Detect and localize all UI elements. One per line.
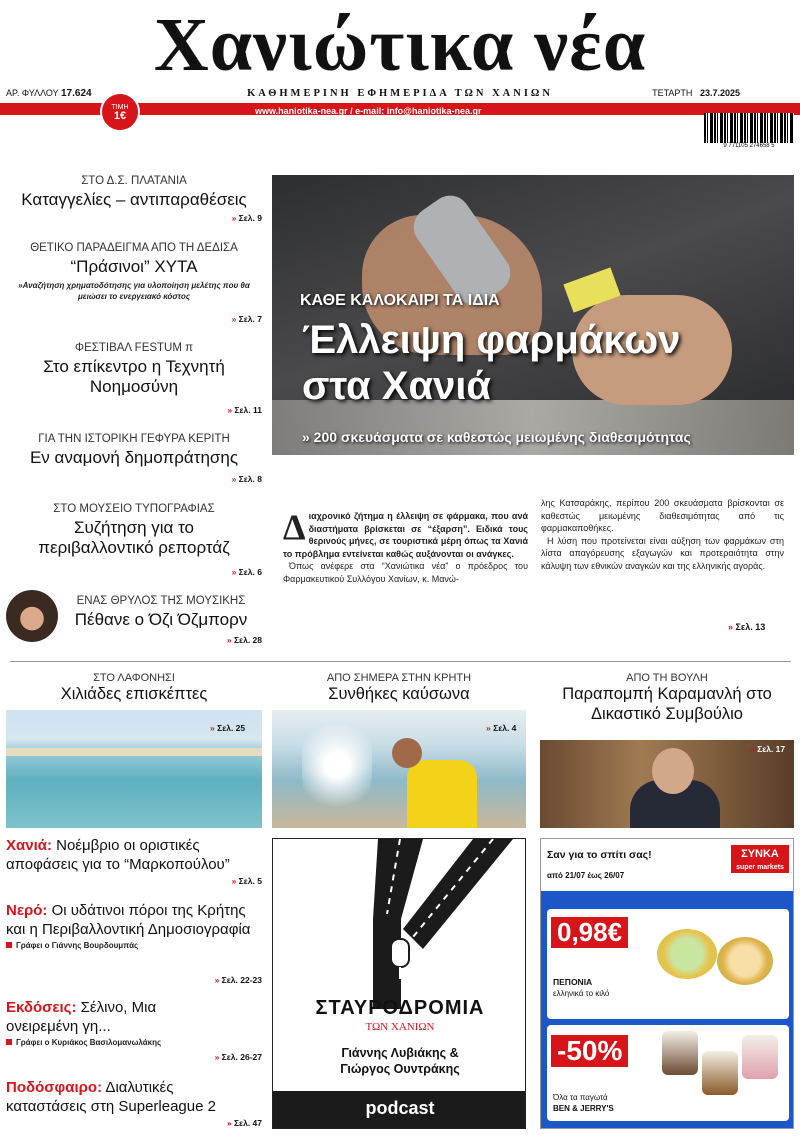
promo-dates: από 21/07 έως 26/07: [547, 871, 625, 880]
icecream-brand: BEN & JERRY'S: [553, 1104, 614, 1113]
podcast-subtitle: ΤΩΝ ΧΑΝΙΩΝ: [365, 1021, 435, 1033]
sidebar-headline: Πέθανε ο Όζι Όζμπορν: [74, 610, 248, 629]
icecream-tub: [742, 1035, 778, 1079]
page-ref: » Σελ. 6: [231, 567, 262, 577]
day: ΤΕΤΑΡΤΗ: [652, 88, 693, 98]
sidebar-item[interactable]: [6, 342, 262, 420]
page-ref[interactable]: » Σελ. 4: [486, 723, 517, 733]
page-ref: » Σελ. 28: [226, 635, 262, 645]
sidebar-item[interactable]: [6, 242, 262, 327]
melon-sub: ελληνικά το κιλό: [553, 989, 610, 998]
story-karamanlis[interactable]: [540, 672, 794, 724]
brief-item[interactable]: [6, 998, 262, 1066]
sidebar-headline: Συζήτηση για το περιβαλλοντικό ρεπορτάζ: [38, 518, 230, 557]
face: [652, 748, 694, 794]
page-ref: » Σελ. 9: [231, 213, 262, 223]
masthead-title: Χανιώτικα νέα: [153, 3, 647, 87]
price-badge: [100, 92, 140, 132]
sidebar-kicker: ΣΤΟ Δ.Σ. ΠΛΑΤΑΝΙΑ: [81, 175, 187, 187]
date-info: [652, 88, 740, 98]
promo-header: [541, 839, 794, 891]
melon-product: ΠΕΠΟΝΙΑ: [553, 977, 593, 987]
sidebar-item[interactable]: [6, 175, 262, 227]
lead-column-1: [283, 507, 528, 585]
byline: Γράφει ο Γιάννης Βουρδουμπάς: [6, 941, 262, 950]
sidebar-headline: Καταγγελίες – αντιπαραθέσεις: [21, 190, 247, 209]
story-headline: Παραπομπή Καραμανλή στο Δικαστικό Συμβούλιο: [562, 685, 772, 723]
lead-intro: ιαχρονικό ζήτημα η έλλειψη σε φάρμακα, που ανά διαστήματα βρίσκεται σε “έξαρση”. Ειδικά τους θερινούς μήνες, σε τουριστικά μέρη όπως τα Χανιά το πρόβλημα εντείνεται καθώς αυξάνονται οι ανάγκες.: [283, 511, 528, 559]
podcast-label: podcast: [273, 1091, 526, 1129]
brand-sub: super markets: [736, 864, 784, 871]
brand-name: ΣΥΝΚΑ: [741, 848, 779, 860]
page-ref: » Σελ. 26-27: [214, 1052, 262, 1062]
synka-logo: [731, 845, 789, 873]
lead-photo: [272, 175, 794, 455]
brief-item[interactable]: [6, 1078, 262, 1133]
man-shirt: [407, 760, 477, 828]
promo-card-melon[interactable]: [547, 909, 789, 1019]
sidebar-subhead: »Αναζήτηση χρηματοδότησης για υλοποίηση μελέτης που θα μειώσει το ενεργειακό κόστος: [18, 281, 250, 301]
page-ref: » Σελ. 11: [227, 405, 262, 415]
icecream-product: Όλα τα παγωτά: [553, 1093, 608, 1102]
discount-badge: -50%: [551, 1035, 628, 1067]
byline-marker: [6, 942, 12, 948]
water-splash: [302, 715, 372, 815]
sidebar-headline: “Πράσινοι” ΧΥΤΑ: [70, 257, 198, 276]
brief-text: Ποδόσφαιρο: Διαλυτικές καταστάσεις στη Superleague 2: [6, 1079, 216, 1115]
page-ref: » Σελ. 22-23: [214, 975, 262, 985]
lead-body: λης Κατσαράκης, περίπου 200 σκευάσματα βρίσκονται σε καθεστώς μειωμένης διαθεσιμότητας από τις φαρμακαποθήκες.: [541, 498, 784, 533]
brief-text: Εκδόσεις: Σέλινο, Μια ονειρεμένη γη...: [6, 999, 157, 1035]
issue-info: [6, 88, 92, 99]
page-ref: » Σελ. 8: [231, 474, 262, 484]
lead-body: Όπως ανέφερε στα “Χανιώτικα νέα” ο πρόεδρος του Φαρμακευτικού Συλλόγου Χανίων, κ. Μανώ-: [283, 561, 528, 584]
date: 23.7.2025: [699, 88, 740, 98]
sidebar-item[interactable]: [60, 595, 262, 650]
issue-label: ΑΡ. ΦΥΛΛΟΥ: [6, 88, 59, 98]
drop-cap: Δ: [283, 507, 306, 547]
brief-item[interactable]: [6, 901, 262, 989]
supermarket-ad[interactable]: [540, 838, 794, 1129]
melon-image: [657, 929, 717, 979]
lead-headline-line: στα Χανιά: [302, 364, 492, 408]
brief-item[interactable]: [6, 836, 262, 888]
page-ref: » Σελ. 5: [231, 876, 262, 886]
page-ref: » Σελ. 47: [226, 1118, 262, 1128]
story-heatwave[interactable]: [272, 672, 526, 704]
ozzy-photo: [6, 590, 58, 642]
podcast-title: ΣΤΑΥΡΟΔΡΟΜΙΑ: [315, 997, 485, 1019]
promo-card-icecream[interactable]: [547, 1025, 789, 1121]
crossroads-graphic: [273, 839, 526, 1009]
story-kicker: ΑΠΟ ΣΗΜΕΡΑ ΣΤΗΝ ΚΡΗΤΗ: [326, 672, 472, 684]
melon-image: [717, 937, 773, 985]
podcast-hosts: [273, 1045, 526, 1077]
brief-text: Νερό: Οι υδάτινοι πόροι της Κρήτης και η Περιβαλλοντική Δημοσιογραφία: [6, 902, 251, 938]
sidebar-kicker: ΘΕΤΙΚΟ ΠΑΡΑΔΕΙΓΜΑ ΑΠΟ ΤΗ ΔΕΔΙΣΑ: [30, 242, 238, 254]
lead-subhead: » 200 σκευάσματα σε καθεστώς μειωμένης διαθεσιμότητας: [302, 429, 691, 445]
sidebar-headline: Στο επίκεντρο η Τεχνητή Νοημοσύνη: [43, 357, 225, 396]
story-kicker: ΣΤΟ ΛΑΦΟΝΗΣΙ: [93, 672, 175, 684]
page-ref[interactable]: » Σελ. 17: [750, 744, 786, 754]
barcode-bars: [704, 113, 794, 143]
sidebar-item[interactable]: [6, 503, 262, 581]
sidebar-item[interactable]: [6, 433, 262, 488]
website-line[interactable]: www.haniotika-nea.gr / e-mail: info@haniotika-nea.gr: [255, 106, 482, 116]
sidebar-kicker: ΣΤΟ ΜΟΥΣΕΙΟ ΤΥΠΟΓΡΑΦΙΑΣ: [53, 503, 215, 515]
podcast-ad[interactable]: [272, 838, 526, 1129]
divider: [10, 661, 791, 662]
story-headline: Χιλιάδες επισκέπτες: [60, 685, 208, 703]
byline-marker: [6, 1039, 12, 1045]
podcast-host: Γιάννης Λυβιάκης &: [341, 1046, 459, 1060]
lead-kicker: ΚΑΘΕ ΚΑΛΟΚΑΙΡΙ ΤΑ ΙΔΙΑ: [300, 292, 500, 309]
lead-body: Η λύση που προτείνεται είναι αύξηση των φαρμάκων στη λίστα απαγόρευσης εξαγωγών και προτεραιότητα στην κάλυψη των εθνικών αναγκών και της ελληνικής αγοράς.: [541, 535, 784, 571]
page-ref[interactable]: » Σελ. 13: [728, 622, 766, 632]
page-ref: » Σελ. 7: [231, 314, 262, 324]
barcode-number: 9 771105 274658 5: [723, 143, 775, 149]
byline: Γράφει ο Κυριάκος Βασιλομανωλάκης: [6, 1038, 262, 1047]
sidebar-headline: Εν αναμονή δημοπράτησης: [29, 448, 239, 467]
story-headline: Συνθήκες καύσωνα: [328, 685, 470, 703]
page-ref[interactable]: » Σελ. 25: [210, 723, 246, 733]
barcode: [704, 113, 794, 153]
price-label: ΤΙΜΗ: [111, 104, 129, 111]
icecream-tub: [702, 1051, 738, 1095]
man-head: [392, 738, 422, 768]
lead-column-2: [541, 497, 784, 572]
melon-price: 0,98€: [551, 917, 628, 948]
sidebar-kicker: ΕΝΑΣ ΘΡΥΛΟΣ ΤΗΣ ΜΟΥΣΙΚΗΣ: [76, 595, 246, 607]
story-kicker: ΑΠΟ ΤΗ ΒΟΥΛΗ: [626, 672, 708, 684]
sidebar-kicker: ΦΕΣΤΙΒΑΛ FESTUM π: [74, 342, 194, 354]
icecream-tub: [662, 1031, 698, 1075]
lead-headline-line: Έλλειψη φαρμάκων: [302, 318, 681, 362]
sandbar: [6, 748, 262, 756]
price-value: 1€: [113, 110, 127, 122]
tagline: ΚΑΘΗΜΕΡΙΝΗ ΕΦΗΜΕΡΙΔΑ ΤΩΝ ΧΑΝΙΩΝ: [247, 88, 553, 99]
issue-number: 17.624: [60, 88, 92, 99]
lead-headline[interactable]: [302, 317, 680, 409]
podcast-host: Γιώργος Ουντράκης: [340, 1062, 460, 1076]
promo-slogan: Σαν για το σπίτι σας!: [547, 849, 652, 861]
brief-text: Χανιά: Νοέμβριο οι οριστικές αποφάσεις για το “Μαρκοπούλου”: [6, 837, 230, 873]
story-lafonisi[interactable]: [6, 672, 262, 704]
sidebar-kicker: ΓΙΑ ΤΗΝ ΙΣΤΟΡΙΚΗ ΓΕΦΥΡΑ ΚΕΡΙΤΗ: [38, 433, 230, 445]
